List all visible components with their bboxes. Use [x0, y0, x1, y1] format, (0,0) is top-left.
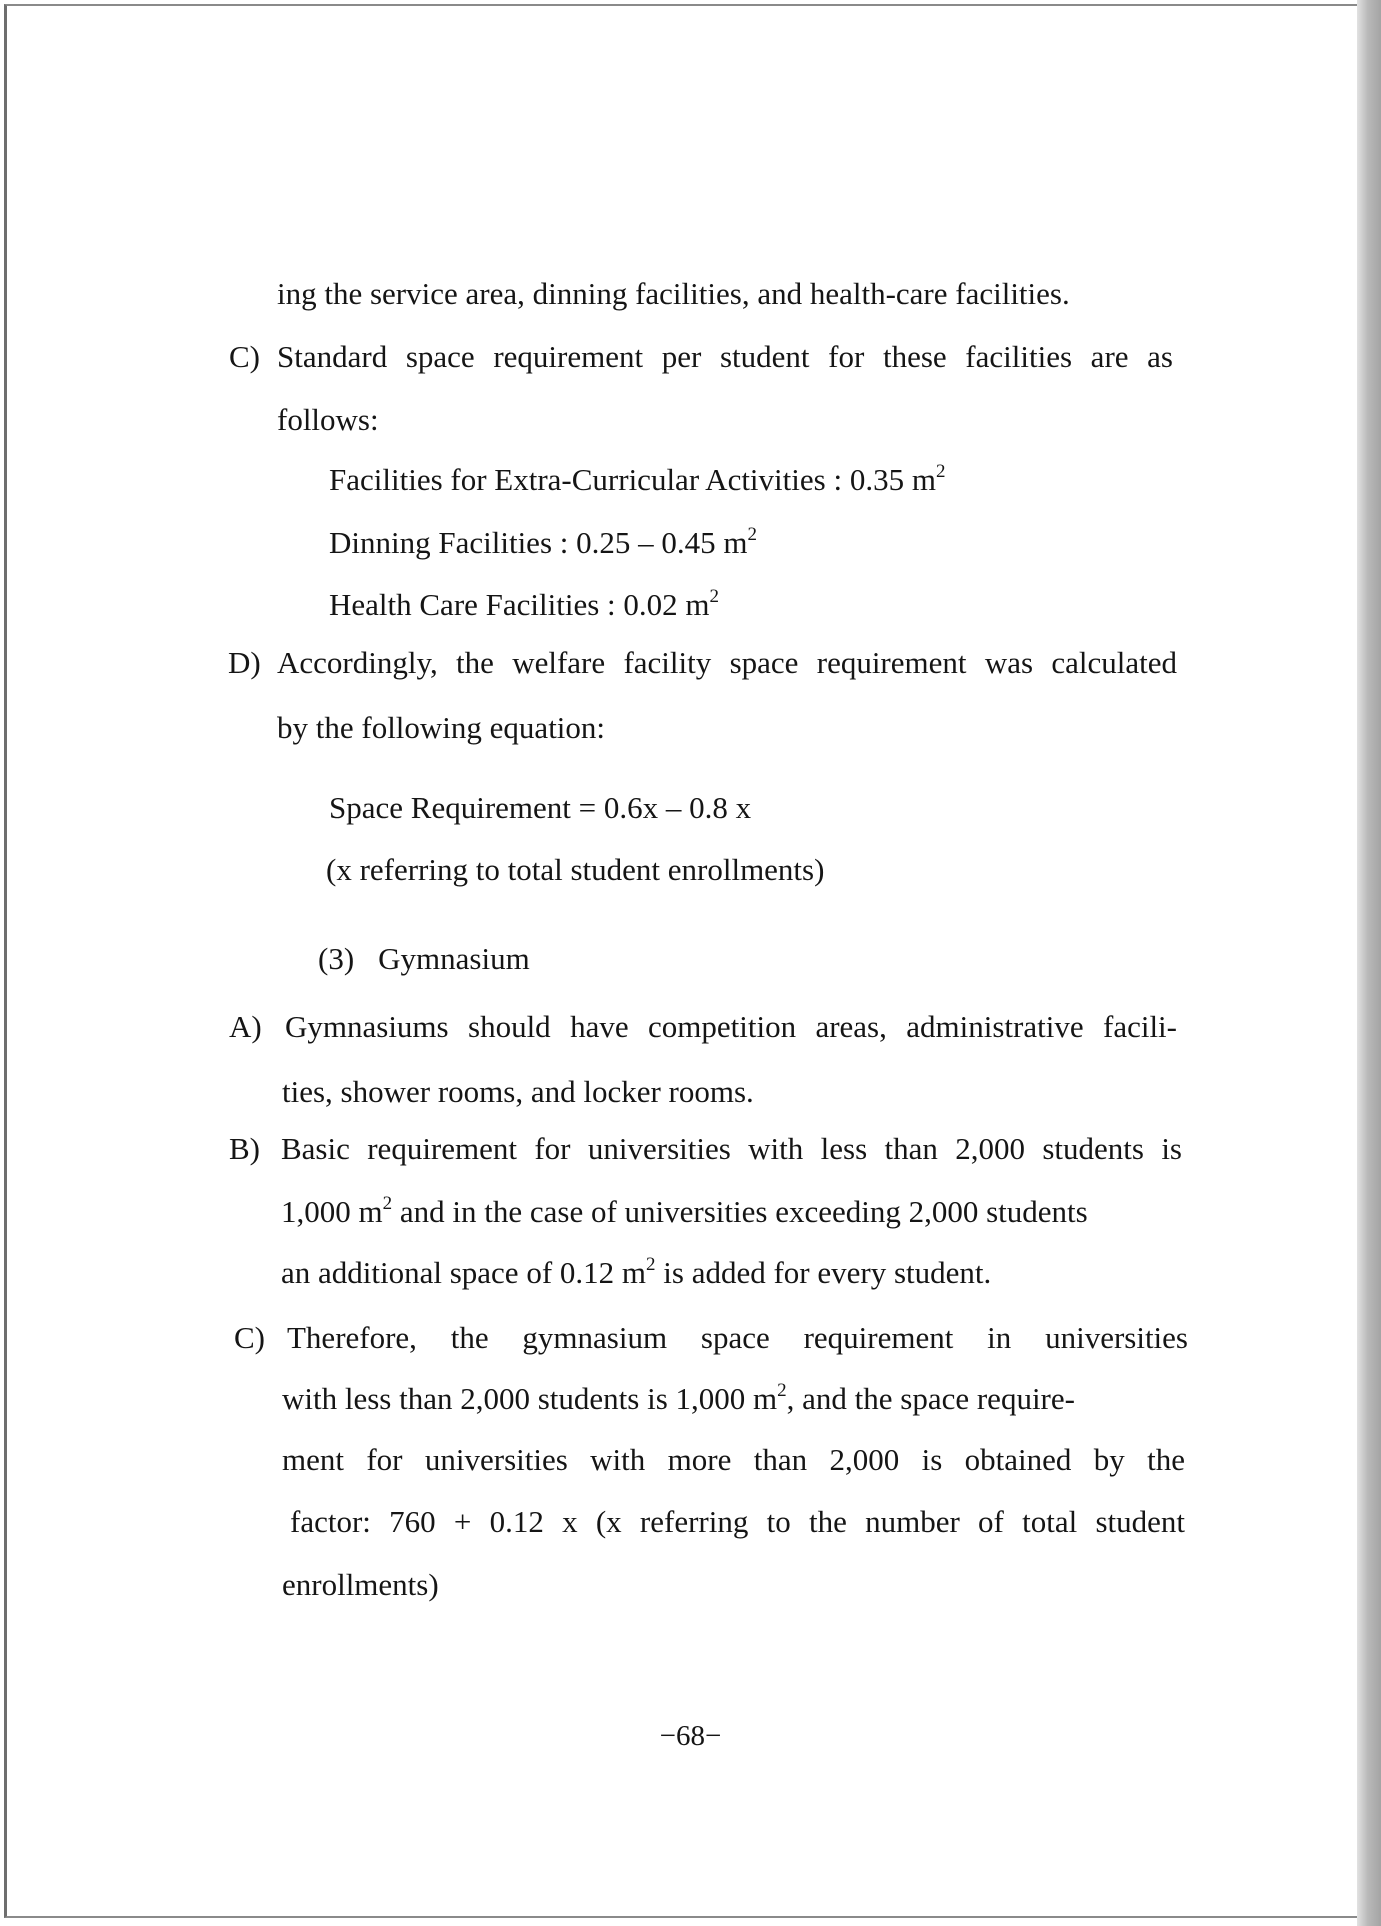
item-b-line1: Basic requirement for universities with less than 2,000 students is	[281, 1131, 1182, 1166]
standard-extra-curricular: Facilities for Extra-Curricular Activities : 0.35 $m^2$	[329, 460, 946, 497]
item-c2-line1: Therefore, the gymnasium space requirement in universities	[287, 1320, 1188, 1355]
item-c-line1: Standard space requirement per student for these facilities are as	[277, 339, 1173, 374]
item-a-label: A)	[229, 1009, 262, 1044]
item-c2-line4: factor: 760 + 0.12 x (x referring to the number of total student	[290, 1504, 1185, 1539]
page-number: −68−	[659, 1720, 722, 1752]
item-c2-label: C)	[234, 1320, 265, 1355]
item-a-line2: ties, shower rooms, and locker rooms.	[282, 1074, 754, 1109]
item-b-line3: an additional space of 0.12 $m^2$ is added for every student.	[281, 1253, 992, 1290]
page-edge-shadow	[1357, 0, 1381, 1926]
section-title: Gymnasium	[378, 941, 530, 976]
item-a-line1: Gymnasiums should have competition areas, administrative facili-	[285, 1009, 1177, 1044]
item-c-label: C)	[229, 339, 260, 374]
item-b-line2: 1,000 $m^2$ and in the case of universities exceeding 2,000 students	[281, 1192, 1088, 1229]
equation-note: (x referring to total student enrollments)	[326, 852, 825, 887]
item-c2-line3: ment for universities with more than 2,000 is obtained by the	[282, 1442, 1185, 1477]
item-c2-line5: enrollments)	[282, 1567, 439, 1602]
standard-dinning: Dinning Facilities : 0.25 – 0.45 $m^2$	[329, 523, 757, 560]
intro-line: ing the service area, dinning facilities, and health-care facilities.	[277, 276, 1070, 311]
item-b-label: B)	[229, 1131, 260, 1166]
item-c2-line2: with less than 2,000 students is 1,000 $m^2$, and the space require-	[282, 1379, 1075, 1416]
standard-health-care: Health Care Facilities : 0.02 $m^2$	[329, 585, 720, 622]
item-d-label: D)	[228, 645, 261, 680]
item-d-line1: Accordingly, the welfare facility space requirement was calculated	[277, 645, 1177, 680]
item-d-line2: by the following equation:	[277, 710, 606, 745]
equation-formula: Space Requirement = 0.6x – 0.8 x	[329, 790, 752, 825]
item-c-line2: follows:	[277, 402, 379, 437]
section-number: (3)	[318, 941, 355, 976]
section-heading	[318, 939, 530, 979]
